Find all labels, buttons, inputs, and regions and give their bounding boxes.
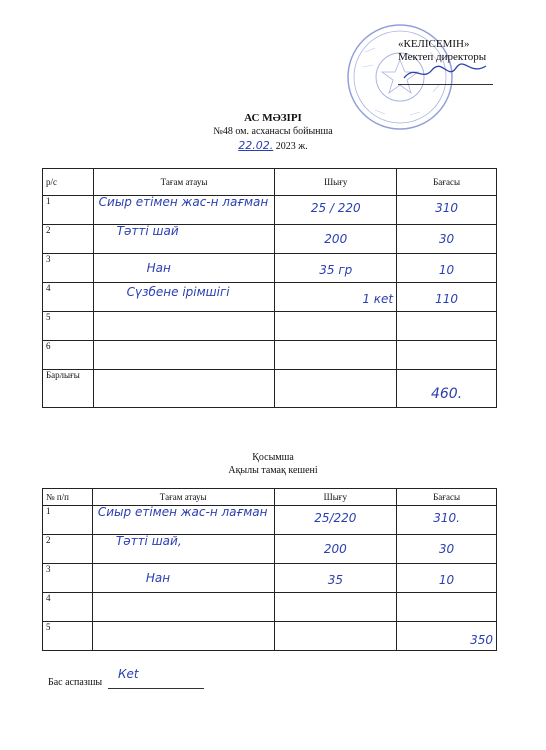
row-num: 3 [43, 564, 93, 593]
header-price: Бағасы [397, 169, 497, 196]
menu-date [0, 139, 546, 152]
total-empty [93, 370, 275, 408]
row-num: 2 [43, 535, 93, 564]
dish-price: 10 [438, 263, 455, 277]
dish-yield [275, 312, 397, 341]
dish-yield: 200 [323, 542, 347, 556]
total-label: Барлығы [43, 370, 94, 408]
dish-name: Тәтті шай [116, 224, 179, 238]
dish-yield: 35 гр [319, 263, 353, 277]
row-num: 1 [43, 196, 94, 225]
page-title: АС МӘЗІРІ [244, 112, 302, 124]
dish-price [397, 312, 497, 341]
dish-yield [275, 341, 397, 370]
director-title: Мектеп директоры [398, 51, 487, 63]
dish-name: Сиыр етімен жас-н лағман [98, 195, 269, 209]
total-empty [275, 370, 397, 408]
table-header-row [43, 489, 497, 506]
dish-yield: 25 / 220 [310, 201, 361, 215]
row-num: 5 [43, 312, 94, 341]
dish-price: 110 [435, 292, 459, 306]
menu-table [42, 168, 497, 408]
year-label: 2023 ж. [275, 141, 308, 152]
dish-yield: 35 [327, 573, 343, 587]
row-num: 2 [43, 225, 94, 254]
dish-price: 310. [433, 511, 460, 525]
total-row [43, 370, 497, 408]
table-row [43, 535, 497, 564]
table-row [43, 593, 497, 622]
header-dish: Тағам атауы [93, 169, 275, 196]
dish-yield [274, 622, 397, 651]
header-price: Бағасы [397, 489, 497, 506]
dish-name: Нан [145, 571, 171, 585]
dish-name: Сүзбене ірімшігі [126, 285, 230, 299]
table-row [43, 312, 497, 341]
row-num: 1 [43, 506, 93, 535]
header-yield: Шығу [275, 169, 397, 196]
row-num: 4 [43, 283, 94, 312]
table-row [43, 341, 497, 370]
dish-name [92, 593, 274, 622]
appendix-subtitle: Ақылы тамақ кешені [228, 465, 318, 476]
dish-price: 310 [435, 201, 459, 215]
header-dish: Тағам атауы [92, 489, 274, 506]
header-num: № п/п [43, 489, 93, 506]
table-row [43, 622, 497, 651]
chef-signature: Кеt [118, 667, 139, 681]
table-row [43, 225, 497, 254]
header-num: р/с [43, 169, 94, 196]
appendix-title: Қосымша [252, 452, 294, 463]
paid-menu-table [42, 488, 497, 651]
dish-yield [274, 593, 397, 622]
dish-price: 30 [438, 542, 455, 556]
dish-price: 30 [438, 232, 455, 246]
dish-name: Сиыр етімен жас-н лағман [97, 505, 268, 519]
dish-price: 350 [470, 633, 493, 647]
table-row [43, 564, 497, 593]
dish-yield: 1 кеt [362, 292, 394, 306]
handwritten-date: 22.02. [238, 139, 274, 152]
dish-name: Нан [146, 261, 171, 275]
dish-yield: 25/220 [314, 511, 357, 525]
director-signature [400, 60, 490, 86]
dish-yield: 200 [324, 232, 348, 246]
chef-label: Бас аспазшы [48, 677, 103, 688]
header-yield: Шығу [274, 489, 397, 506]
page-subtitle: №48 ом. асханасы бойынша [213, 126, 333, 137]
row-num: 5 [43, 622, 93, 651]
table-row [43, 283, 497, 312]
dish-name: Тәтті шай, [115, 534, 182, 548]
table-row [43, 506, 497, 535]
chef-signature-line [108, 688, 204, 689]
dish-name [93, 312, 275, 341]
row-num: 6 [43, 341, 94, 370]
table-header-row [43, 169, 497, 196]
table-row [43, 254, 497, 283]
table-row [43, 196, 497, 225]
row-num: 4 [43, 593, 93, 622]
dish-price: 10 [438, 573, 455, 587]
total-price: 460. [430, 386, 463, 402]
dish-name [93, 341, 275, 370]
dish-price [397, 593, 497, 622]
row-num: 3 [43, 254, 94, 283]
dish-price [397, 341, 497, 370]
approval-label: «КЕЛІСЕМІН» [398, 38, 470, 50]
dish-name [92, 622, 274, 651]
